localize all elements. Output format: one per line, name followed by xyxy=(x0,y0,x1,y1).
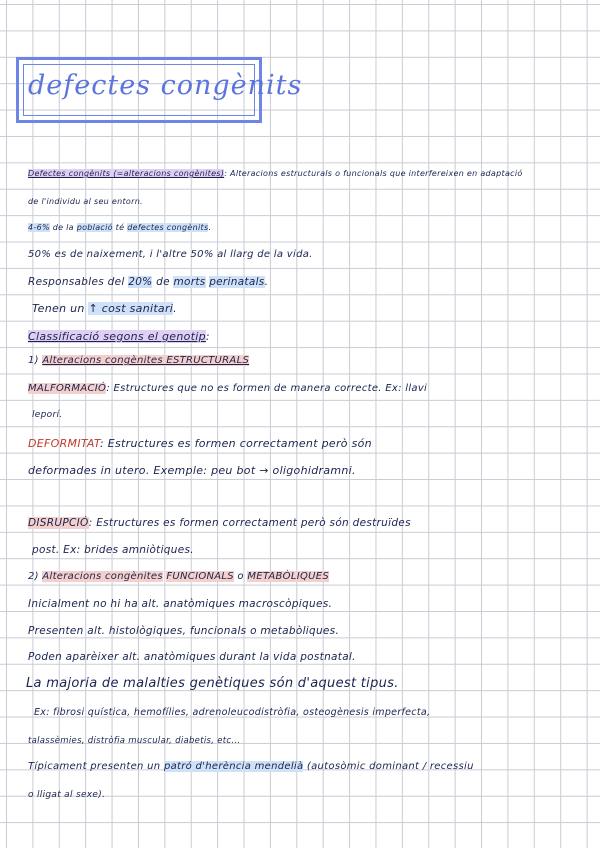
note-line xyxy=(28,517,411,529)
note-line xyxy=(28,437,372,450)
note-text: (autosòmic dominant / recessiu xyxy=(303,761,474,772)
percent-highlight: 4-6% xyxy=(28,223,50,232)
note-text: Tenen un xyxy=(32,302,89,315)
note-line xyxy=(28,276,268,288)
note-text: . xyxy=(208,223,212,232)
note-line: Inicialment no hi ha alt. anatòmiques macroscòpiques. xyxy=(28,598,333,610)
term-highlight: Defectes congènits (=alteracions congènites) xyxy=(28,169,225,178)
note-text: : Estructures es formen correctament però són xyxy=(99,437,372,450)
note-text: 1) xyxy=(28,355,43,366)
note-text: . xyxy=(264,276,269,288)
note-text: Típicament presenten un xyxy=(28,761,164,772)
section-heading xyxy=(28,330,210,343)
note-line: 50% es de naixement, i l'altre 50% al llarg de la vida. xyxy=(28,249,313,260)
note-line xyxy=(28,223,211,232)
term-highlight: patró d'herència mendelià xyxy=(163,761,304,772)
term-highlight: MALFORMACIÓ xyxy=(28,383,107,394)
note-text: : Estructures que no es formen de manera correcte. Ex: llavi xyxy=(106,383,428,394)
note-line xyxy=(28,761,474,772)
percent-highlight: 20% xyxy=(128,276,153,288)
term-red: DEFORMITAT xyxy=(28,437,100,450)
note-line: deformades in utero. Exemple: peu bot → oligohidramni. xyxy=(28,464,356,477)
note-line: La majoria de malalties genètiques són d'aquest tipus. xyxy=(26,676,399,691)
note-text: té xyxy=(112,223,128,232)
term-highlight: ↑ cost sanitari xyxy=(88,302,174,315)
heading-highlight: FUNCIONALS xyxy=(166,571,234,582)
note-line: o lligat al sexe). xyxy=(28,790,106,800)
note-text: de la xyxy=(49,223,77,232)
note-line: Poden aparèixer alt. anatòmiques durant la vida postnatal. xyxy=(28,651,356,663)
heading-highlight: Alteracions congènites xyxy=(42,571,163,582)
note-line: de l'individu al seu entorn. xyxy=(28,197,143,206)
page-title: defectes congènits xyxy=(28,70,303,101)
note-text: o xyxy=(233,571,248,582)
note-line: Ex: fibrosi quística, hemofílies, adrenoleucodistròfia, osteogènesis imperfecta, xyxy=(34,707,431,718)
note-text: Responsables del xyxy=(28,276,129,288)
note-line: Presenten alt. histològiques, funcionals o metabòliques. xyxy=(28,625,340,637)
note-text: : xyxy=(205,330,210,343)
note-text: 2) xyxy=(28,571,43,582)
note-line: leporí. xyxy=(32,410,63,420)
note-line xyxy=(32,302,177,315)
subsection-heading xyxy=(28,355,249,366)
note-line xyxy=(28,383,427,394)
term-highlight: població xyxy=(76,223,113,232)
subsection-heading xyxy=(28,571,329,582)
term-highlight: defectes congènits xyxy=(127,223,209,232)
note-text: : Estructures es formen correctament però són destruïdes xyxy=(88,517,411,529)
term-highlight: perinatals xyxy=(209,276,265,288)
note-text: . xyxy=(173,302,177,315)
note-line xyxy=(28,169,523,178)
note-line: talassèmies, distròfia muscular, diabetis, etc... xyxy=(28,736,241,746)
term-highlight: DISRUPCIÓ xyxy=(28,517,89,529)
note-text: : Alteracions estructurals o funcionals que interfereixen en adaptació xyxy=(224,169,523,178)
heading-highlight: Classificació segons el genotip xyxy=(28,330,206,343)
note-line: post. Ex: brides amniòtiques. xyxy=(32,544,194,556)
term-highlight: morts xyxy=(173,276,206,288)
heading-highlight: Alteracions congènites ESTRUCTURALS xyxy=(42,355,250,366)
heading-highlight: METABÒLIQUES xyxy=(247,571,330,582)
note-text: de xyxy=(152,276,174,288)
